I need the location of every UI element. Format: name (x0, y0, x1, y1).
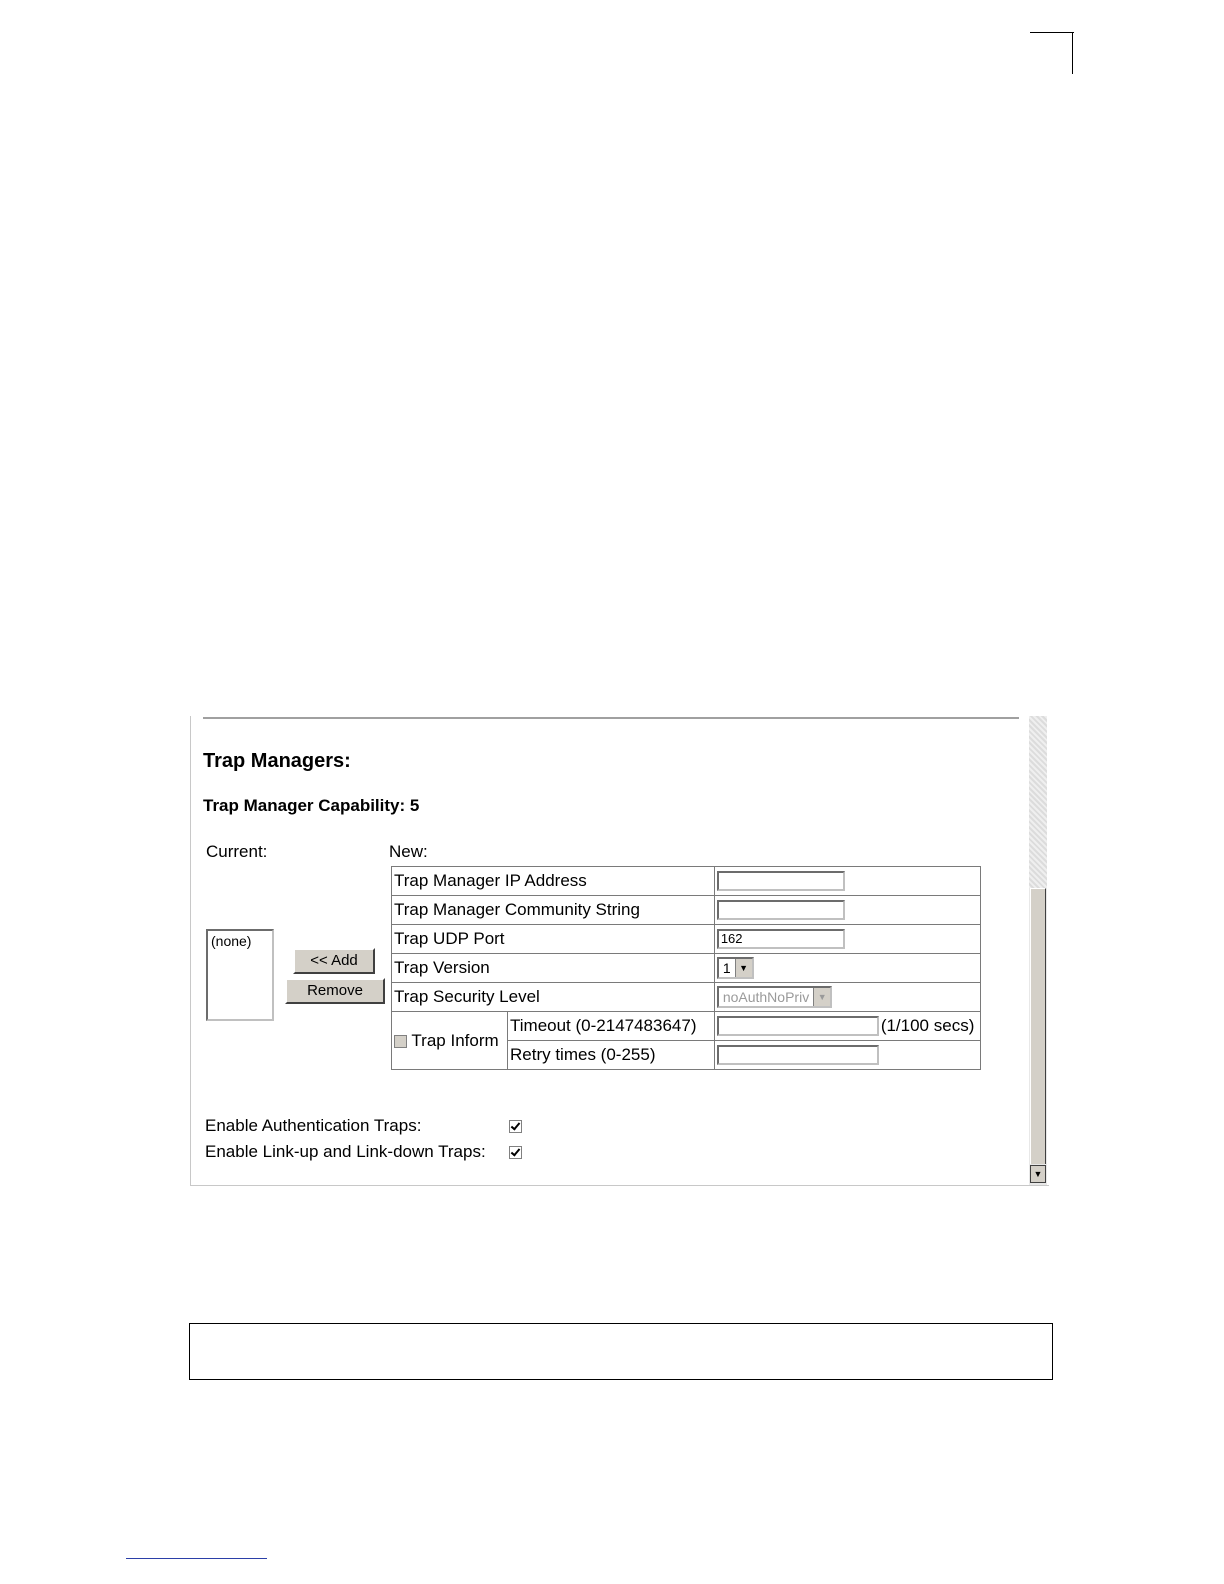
trap-version-select[interactable] (717, 957, 754, 979)
vertical-scrollbar[interactable] (1029, 716, 1047, 1185)
ip-address-input[interactable] (717, 871, 845, 891)
trap-inform-label: Trap Inform (411, 1030, 499, 1050)
enable-link-traps-checkbox[interactable] (509, 1146, 522, 1159)
scroll-down-arrow-icon[interactable]: ▼ (1030, 1165, 1046, 1183)
empty-caption-box (189, 1323, 1053, 1380)
security-level-select[interactable] (717, 986, 832, 1008)
security-level-value: noAuthNoPriv (722, 989, 810, 1005)
community-string-label: Trap Manager Community String (392, 896, 715, 925)
timeout-label: Timeout (0-2147483647) (508, 1012, 715, 1041)
add-button[interactable]: << Add (293, 948, 375, 974)
enable-auth-traps-row (205, 1116, 421, 1136)
enable-link-traps-label: Enable Link-up and Link-down Traps: (205, 1142, 486, 1161)
timeout-unit: (1/100 secs) (880, 1016, 975, 1036)
new-label: New: (389, 842, 428, 861)
trap-manager-capability (203, 796, 419, 816)
enable-link-traps-row (205, 1142, 486, 1162)
top-divider (203, 717, 1019, 719)
page-title: Trap Managers: (203, 750, 351, 772)
chevron-down-icon[interactable]: ▼ (813, 988, 830, 1006)
new-trap-manager-form (391, 866, 981, 1070)
trap-version-label: Trap Version (392, 954, 715, 983)
retry-label: Retry times (0-255) (508, 1041, 715, 1070)
scrollbar-thumb[interactable] (1030, 888, 1046, 1164)
retry-input[interactable] (717, 1045, 879, 1065)
trap-version-value: 1 (722, 960, 731, 976)
current-trap-managers-list[interactable] (206, 929, 274, 1021)
trap-managers-screenshot (190, 716, 1049, 1186)
scrollbar-track[interactable] (1029, 716, 1047, 888)
capability-label: Trap Manager Capability: (203, 796, 406, 815)
remove-button[interactable]: Remove (285, 978, 385, 1004)
udp-port-label: Trap UDP Port (392, 925, 715, 954)
enable-auth-traps-checkbox[interactable] (509, 1120, 522, 1133)
current-label: Current: (206, 842, 268, 861)
footer-rule (126, 1558, 267, 1559)
ip-address-label: Trap Manager IP Address (392, 867, 715, 896)
crop-mark-vertical (1072, 32, 1073, 74)
trap-inform-checkbox[interactable] (394, 1035, 407, 1048)
security-level-label: Trap Security Level (392, 983, 715, 1012)
enable-auth-traps-label: Enable Authentication Traps: (205, 1116, 422, 1135)
udp-port-input[interactable]: 162 (717, 929, 845, 949)
capability-value: 5 (409, 796, 420, 815)
chevron-down-icon[interactable]: ▼ (735, 959, 752, 977)
trap-inform-cell (392, 1012, 508, 1070)
timeout-input[interactable] (717, 1016, 879, 1036)
list-item[interactable]: (none) (211, 933, 252, 949)
crop-mark-horizontal (1030, 32, 1074, 33)
community-string-input[interactable] (717, 900, 845, 920)
